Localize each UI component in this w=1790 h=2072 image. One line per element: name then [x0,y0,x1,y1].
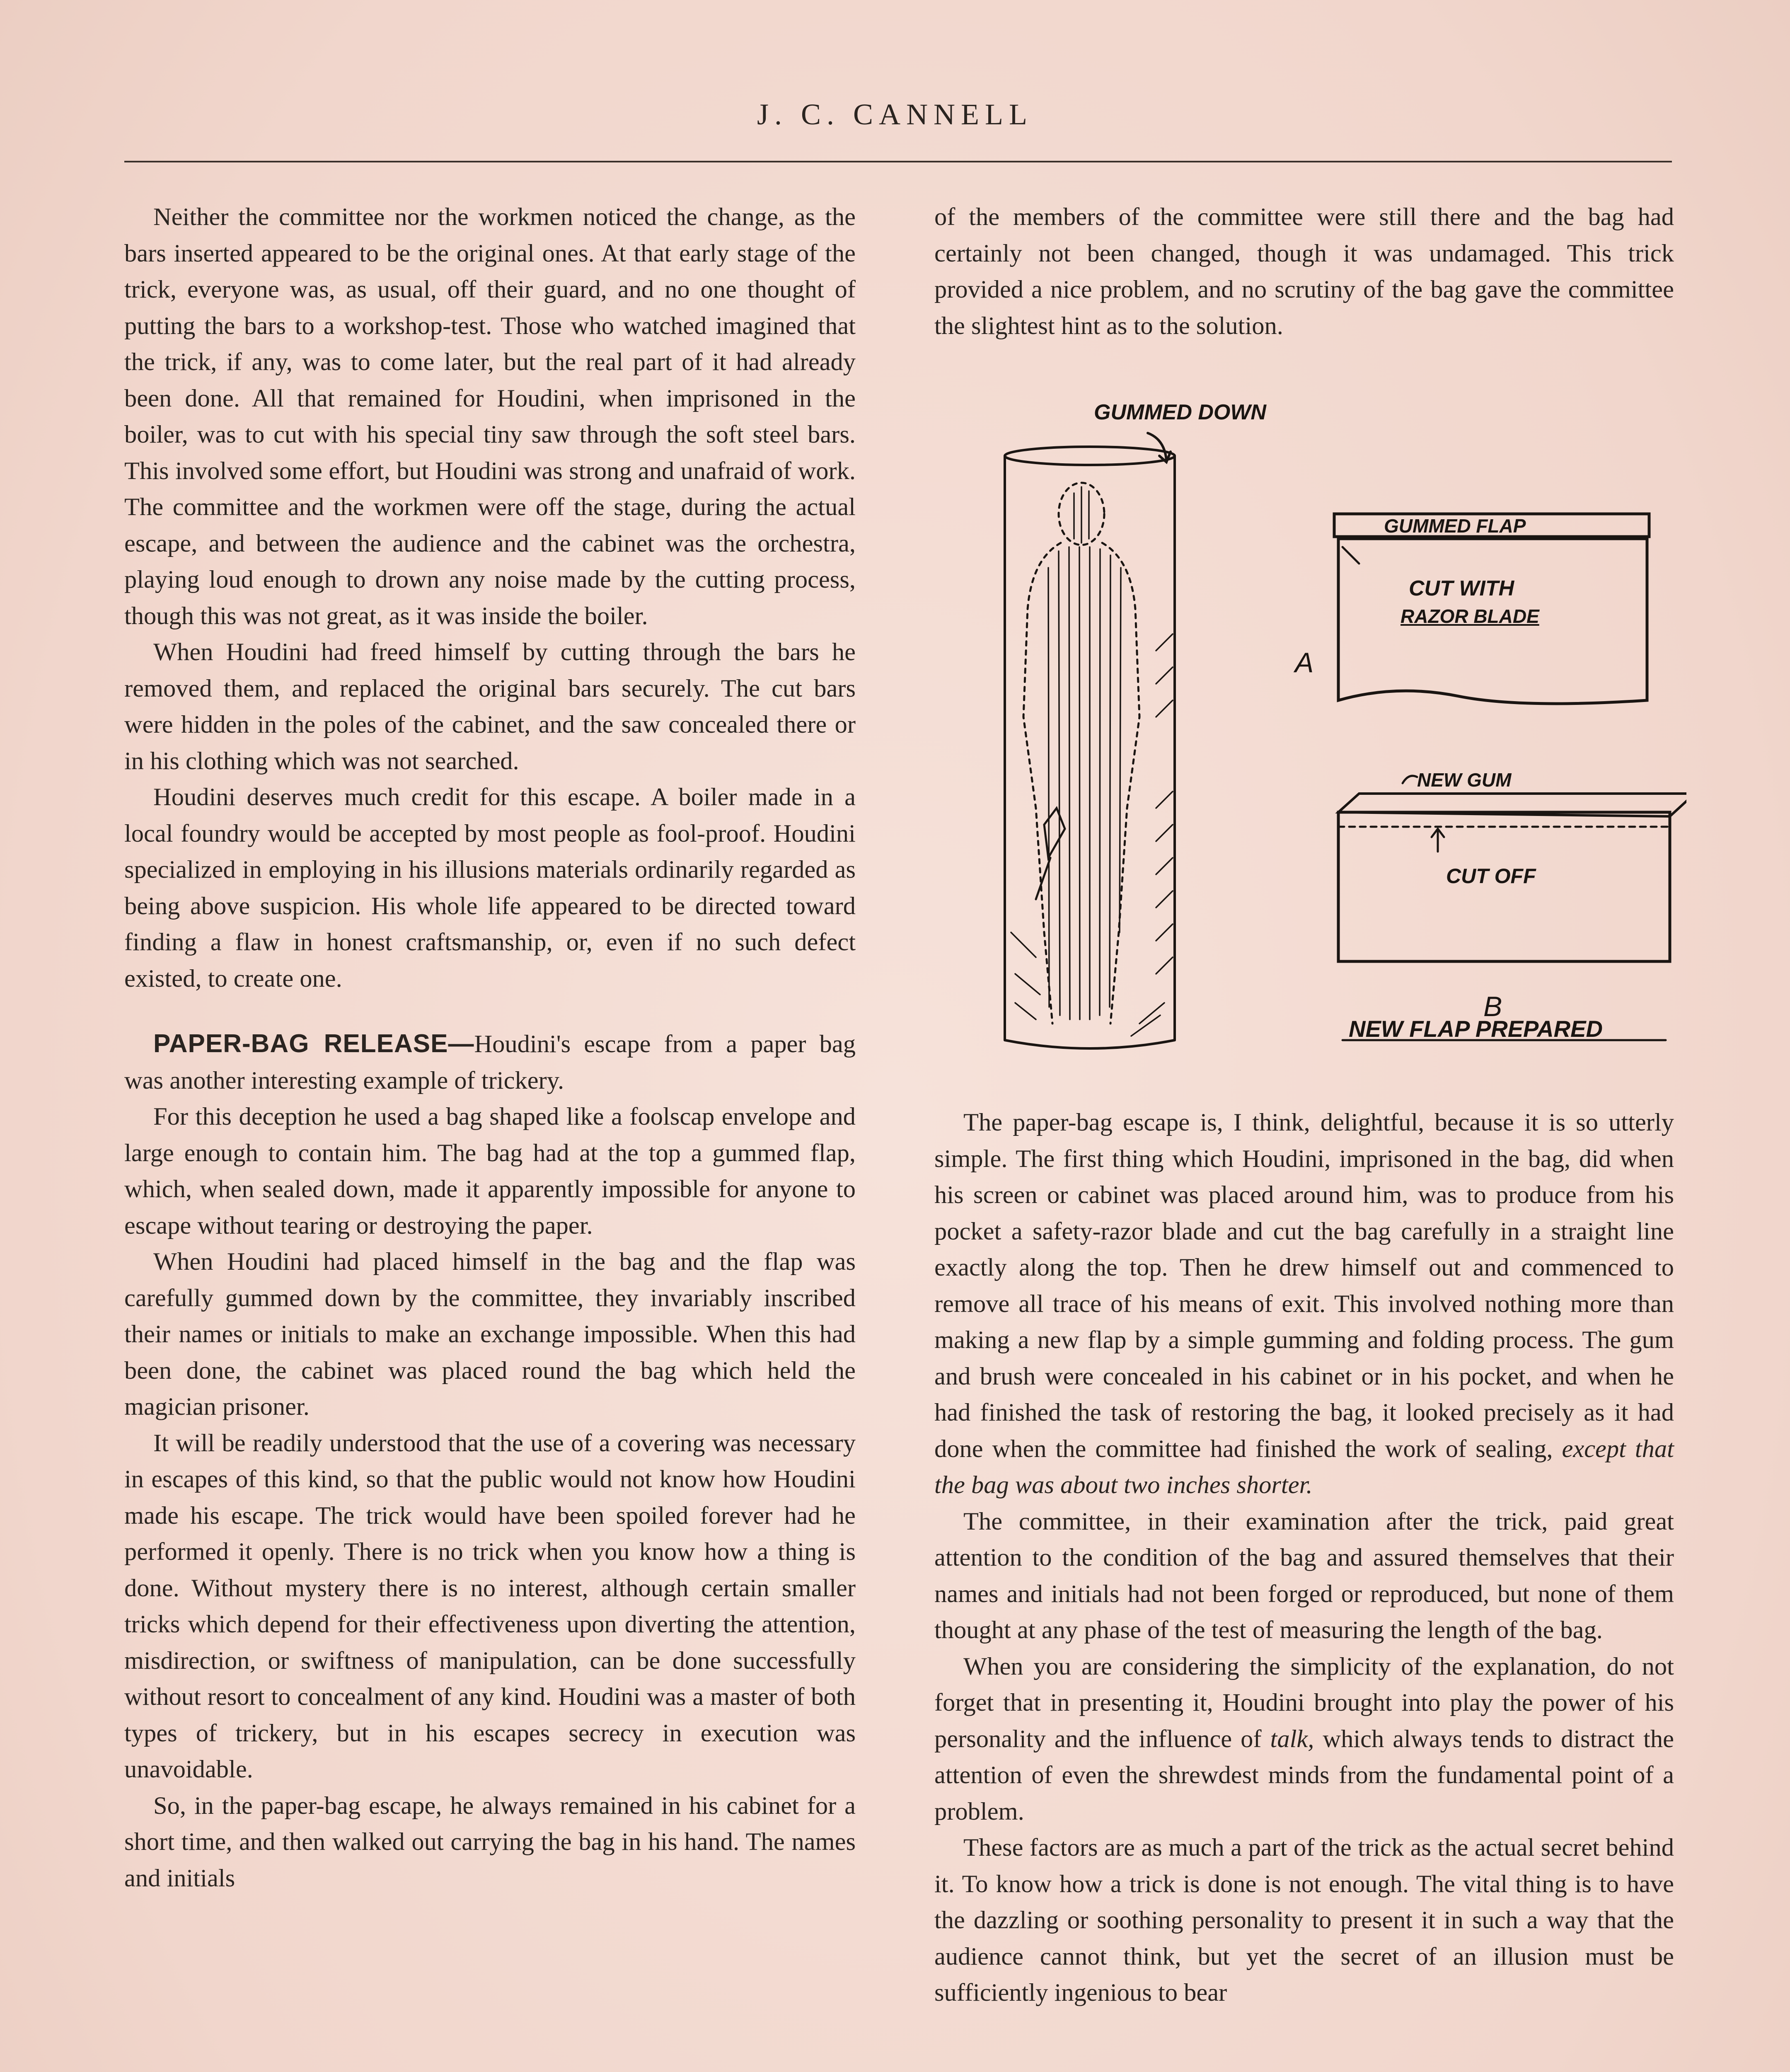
section-lead: Houdini's escape from a paper bag was another interesting example of trickery. [124,1030,856,1094]
paragraph: These factors are as much a part of the trick as the actual secret behind it. To know how a trick is done is not enough. The vital thing is to have the dazzling or soothing personality to present it in such a way that the audience cannot think, but yet the secret of an illusion must be sufficiently ingenious to bear [934,1834,1674,2007]
italic-emphasis: talk, [1270,1725,1314,1753]
paragraph-text: When you are considering the simplicity of the explanation, do not forget that in presenting it, Houdini brought into play the power of his personality and the influence of [934,1652,1674,1753]
figure-hatching [1048,487,1121,1019]
paragraph-text: The paper-bag escape is, I think, delightful, because it is so utterly simple. The first thing which Houdini, imprisoned in the bag, did when his screen or cabinet was placed around him, was to produce from his pocket a safety-razor blade and cut the bag carefully in a straight line exactly along the top. Then he drew himself out and commenced to remove all trace of his means of exit. This involved nothing more than making a new flap by a simple gumming and folding process. The gum and brush were concealed in his cabinet or in his pocket, and when he had finished the task of restoring the bag, it looked precisely as it had done when the committee had finished the work of sealing, [934,1109,1674,1463]
label-new-flap-prepared: NEW FLAP PREPARED [1349,1016,1603,1042]
label-new-gum: NEW GUM [1417,769,1512,791]
right-column-bottom [934,1104,1674,2011]
razor-hand [1044,808,1065,858]
paper-bag-illustration [941,394,1686,1069]
paragraph: The committee, in their examination after the trick, paid great attention to the condition of the bag and assured themselves that their names and initials had not been forged or reproduced, but none of them thought at any phase of the test of measuring the length of the bag. [934,1507,1674,1644]
paragraph [934,1648,1674,1830]
bag-shading [1011,634,1173,1036]
paragraph: Houdini deserves much credit for this escape. A boiler made in a local foundry would be accepted by most people as fool-proof. Houdini specialized in employing in his illusions materials ordinarily regarded as being above suspicion. His whole life appeared to be directed toward finding a flaw in honest craftsmanship, or, even if no such defect existed, to create one. [124,783,856,992]
right-column-top [934,199,1674,344]
left-column [124,199,856,1896]
label-a: A [1295,647,1314,678]
section-lead-paragraph [124,1026,856,1099]
section-heading: PAPER-BAG RELEASE— [153,1029,474,1058]
paragraph [934,1104,1674,1503]
header-rule [124,161,1672,162]
paragraph: Neither the committee nor the workmen noticed the change, as the bars inserted appeared to be the original ones. At that early stage of the trick, everyone was, as usual, off their guard, and no one thought of putting the bars to a workshop-test. Those who watched imagined that the trick, if any, was to come later, but the real part of it had already been done. All that remained for Houdini, when imprisoned in the boiler, was to cut with his special tiny saw through the soft steel bars. This involved some effort, but Houdini was strong and unafraid of work. The committee and the workmen were off the stage, during the actual escape, and between the audience and the cabinet was the orchestra, playing loud enough to drown any noise made by the cutting process, though this was not great, as it was inside the boiler. [124,203,856,630]
illustration-svg [941,394,1686,1069]
paragraph: So, in the paper-bag escape, he always remained in his cabinet for a short time, and then walked out carrying the bag in his hand. The names and initials [124,1791,856,1892]
new-gum-pointer [1403,776,1417,783]
figure-left-side [1023,543,1061,1024]
label-b: B [1483,991,1502,1022]
label-razor-blade: RAZOR BLADE [1401,605,1539,627]
cut-mark-a [1342,547,1359,564]
gummed-down-arrow [1148,433,1166,460]
paragraph: It will be readily understood that the use of a covering was necessary in escapes of this kind, so that the public would not know how Houdini made his escape. The trick would have been spoiled forever had he performed it openly. There is no trick when you know how a thing is done. Without mystery there is no interest, although certain smaller tricks which depend for their effectiveness upon diverting the attention, misdirection, or swiftness of manipulation, can be done successfully without resort to concealment of any kind. Houdini was a master of both types of trickery, but in his escapes secrecy in execution was unavoidable. [124,1429,856,1783]
paragraph: When Houdini had placed himself in the bag and the flap was carefully gummed down by the committee, they invariably inscribed their names or initials to make an exchange impossible. When this had been done, the cabinet was placed round the bag which held the magician prisoner. [124,1248,856,1421]
paragraph: of the members of the committee were still there and the bag had certainly not been changed, though it was undamaged. This trick provided a nice problem, and no scrutiny of the bag gave the committee the slightest hint as to the solution. [934,203,1674,340]
bag-top-ellipse [1005,447,1175,465]
italic-emphasis: except that the bag was about two inches shorter. [934,1435,1674,1499]
bag-bottom-edge [1005,1040,1175,1048]
label-cut-off-text: CUT OFF [1446,864,1536,888]
label-gummed-down: GUMMED DOWN [1094,400,1266,424]
label-gummed-flap: GUMMED FLAP [1384,515,1526,537]
label-cut-with: CUT WITH [1409,576,1514,600]
paragraph: For this deception he used a bag shaped like a foolscap envelope and large enough to contain him. The bag had at the top a gummed flap, which, when sealed down, made it apparently impossible for anyone to escape without tearing or destroying the paper. [124,1103,856,1239]
label-cut-off [1446,864,1536,888]
running-header: J. C. CANNELL [757,98,1033,131]
paragraph: When Houdini had freed himself by cutting through the bars he removed them, and replaced the original bars securely. The cut bars were hidden in the poles of the cabinet, and the saw concealed there or in his clothing which was not searched. [124,638,856,775]
paragraph-text: which always tends to distract the attention of even the shrewdest minds from the fundamental point of a problem. [934,1725,1674,1825]
